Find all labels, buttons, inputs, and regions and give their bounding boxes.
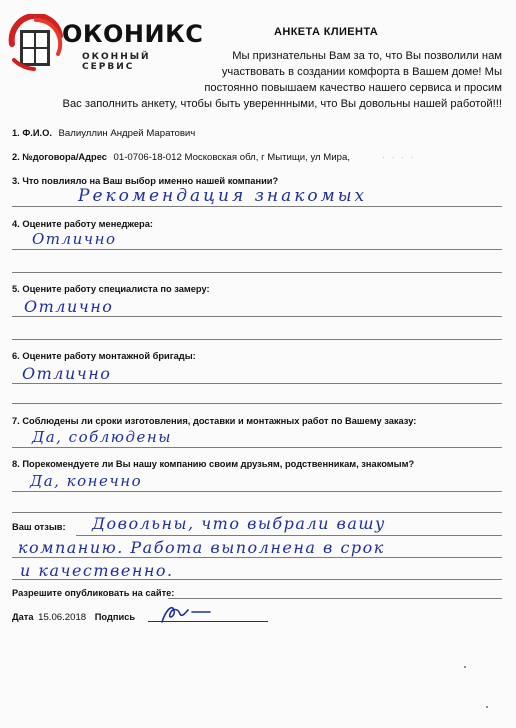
contract-row xyxy=(12,152,350,163)
scan-speck xyxy=(464,666,466,668)
question-8-label: 8. Порекомендуете ли Вы нашу компанию своим друзьям, родственникам, знакомым? xyxy=(12,459,415,469)
date-row xyxy=(12,612,135,623)
question-4-answer: Отлично xyxy=(32,230,117,248)
review-label: Ваш отзыв: xyxy=(12,522,66,532)
contract-label: 2. №договора/Адрес xyxy=(12,152,107,162)
question-7-answer: Да, соблюдены xyxy=(32,428,172,446)
answer-line xyxy=(12,249,502,250)
fio-row xyxy=(12,128,195,139)
answer-line xyxy=(12,491,502,492)
review-line-3: и качественно. xyxy=(20,561,174,580)
handwritten-signature xyxy=(158,600,218,626)
answer-line xyxy=(12,272,502,273)
brand-tagline: ОКОННЫЙ СЕРВИС xyxy=(82,52,151,72)
answer-line xyxy=(12,403,502,404)
contract-value: 01-0706-18-012 Московская обл, г Мытищи, ул Мира, xyxy=(113,152,350,163)
intro-line: Мы признательны Вам за то, что Вы позволили нам xyxy=(232,50,502,62)
answer-line xyxy=(12,557,502,558)
question-3-answer: Рекомендация знакомых xyxy=(78,186,368,206)
brand-name: ОКОНИКС xyxy=(62,20,204,48)
answer-line xyxy=(12,447,502,448)
question-8-answer: Да, конечно xyxy=(30,472,143,490)
question-3-label: 3. Что повлияло на Ваш выбор именно нашей компании? xyxy=(12,176,279,186)
intro-line: Вас заполнить анкету, чтобы быть увереннными, что Вы довольны нашей работой!!! xyxy=(62,98,502,110)
question-5-answer: Отлично xyxy=(24,297,114,316)
fio-label: 1. Ф.И.О. xyxy=(12,128,52,138)
fio-value: Валиуллин Андрей Маратович xyxy=(58,128,196,139)
answer-line xyxy=(12,339,502,340)
date-label: Дата xyxy=(12,612,34,622)
intro-text xyxy=(62,48,502,112)
answer-line xyxy=(12,512,502,513)
question-4-label: 4. Оцените работу менеджера: xyxy=(12,219,153,229)
answer-line xyxy=(12,316,502,317)
signature-label: Подпись xyxy=(94,612,136,622)
intro-line: постоянно повышаем качество нашего сервиса и просим xyxy=(204,82,502,94)
answer-line xyxy=(12,579,502,580)
answer-line xyxy=(12,383,502,384)
review-line-1: Довольны, что выбрали вашу xyxy=(92,514,386,533)
form-title: АНКЕТА КЛИЕНТА xyxy=(274,26,379,38)
answer-line xyxy=(12,206,502,207)
scan-speck xyxy=(486,706,488,708)
question-6-answer: Отлично xyxy=(22,364,112,383)
answer-line xyxy=(168,598,502,599)
answer-line xyxy=(76,535,502,536)
window-logo-icon xyxy=(8,14,64,72)
date-value: 15.06.2018 xyxy=(38,612,87,623)
question-7-label: 7. Соблюдены ли сроки изготовления, доставки и монтажных работ по Вашему заказу: xyxy=(12,416,417,426)
question-5-label: 5. Оцените работу специалиста по замеру: xyxy=(12,284,210,294)
review-line-2: компанию. Работа выполнена в срок xyxy=(18,538,385,557)
redacted-address: · · · · xyxy=(382,152,416,162)
question-6-label: 6. Оцените работу монтажной бригады: xyxy=(12,351,196,361)
intro-line: участвовать в создании комфорта в Вашем доме! Мы xyxy=(221,66,502,78)
publish-label: Разрешите опубликовать на сайте: xyxy=(12,588,175,598)
